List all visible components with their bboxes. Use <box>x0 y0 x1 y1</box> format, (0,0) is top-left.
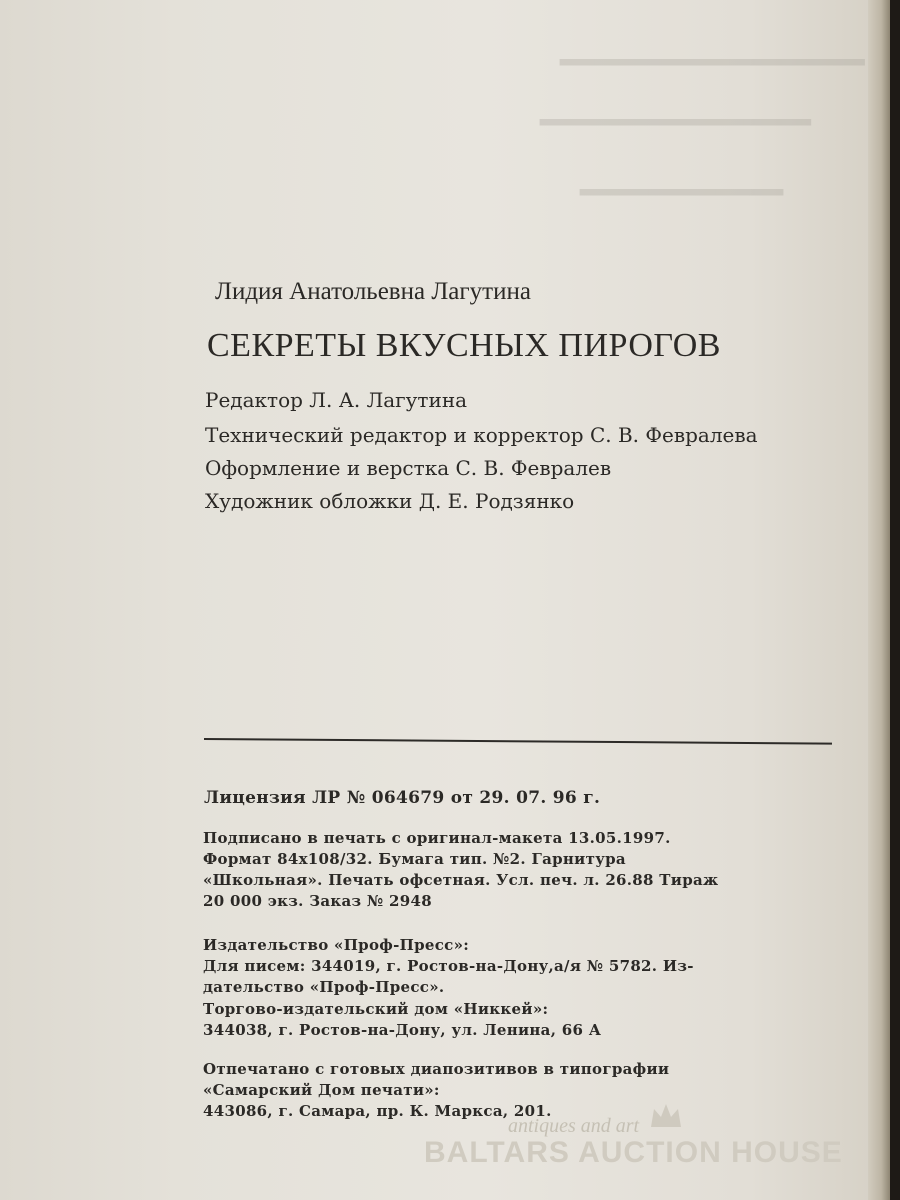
printer-line: «Самарский Дом печати»: <box>203 1081 440 1099</box>
print-info-line: «Школьная». Печать офсетная. Усл. печ. л. 26.88 Тираж <box>203 871 719 889</box>
publisher-line: дательство «Проф-Пресс». <box>203 978 445 996</box>
printer-line: Отпечатано с готовых диапозитивов в типографии <box>203 1060 670 1078</box>
page-edge <box>868 0 890 1200</box>
publisher-line: 344038, г. Ростов-на-Дону, ул. Ленина, 66 А <box>203 1021 602 1039</box>
credit-line: Технический редактор и корректор С. В. Февралева <box>205 423 758 447</box>
author-name: Лидия Анатольевна Лагутина <box>215 278 531 305</box>
watermark-script: antiques and art <box>508 1115 640 1137</box>
watermark-logo: BALTARS AUCTION HOUSE <box>424 1136 843 1169</box>
print-info-line: 20 000 экз. Заказ № 2948 <box>203 892 432 910</box>
print-info-line: Формат 84х108/32. Бумага тип. №2. Гарнитура <box>203 850 626 868</box>
show-through-ghost: ▔▔▔▔▔▔▔▔ <box>540 121 811 170</box>
publisher-line: Для писем: 344019, г. Ростов-на-Дону,а/я № 5782. Из- <box>203 957 694 975</box>
printer-line: 443086, г. Самара, пр. К. Маркса, 201. <box>203 1102 552 1120</box>
credit-line: Редактор Л. А. Лагутина <box>205 388 468 412</box>
license-line: Лицензия ЛР № 064679 от 29. 07. 96 г. <box>204 788 601 808</box>
book-title: СЕКРЕТЫ ВКУСНЫХ ПИРОГОВ <box>207 327 721 364</box>
publisher-line: Торгово-издательский дом «Никкей»: <box>203 1000 549 1018</box>
show-through-ghost: ▔▔▔▔▔▔▔▔▔ <box>560 61 865 110</box>
print-info-line: Подписано в печать с оригинал-макета 13.05.1997. <box>203 829 671 847</box>
credit-line: Художник обложки Д. Е. Родзянко <box>205 489 575 513</box>
divider-rule <box>204 738 832 745</box>
crown-icon <box>648 1101 684 1131</box>
show-through-ghost: ▔▔▔▔▔▔ <box>580 191 784 240</box>
credit-line: Оформление и верстка С. В. Февралев <box>205 456 612 480</box>
publisher-line: Издательство «Проф-Пресс»: <box>203 936 470 954</box>
